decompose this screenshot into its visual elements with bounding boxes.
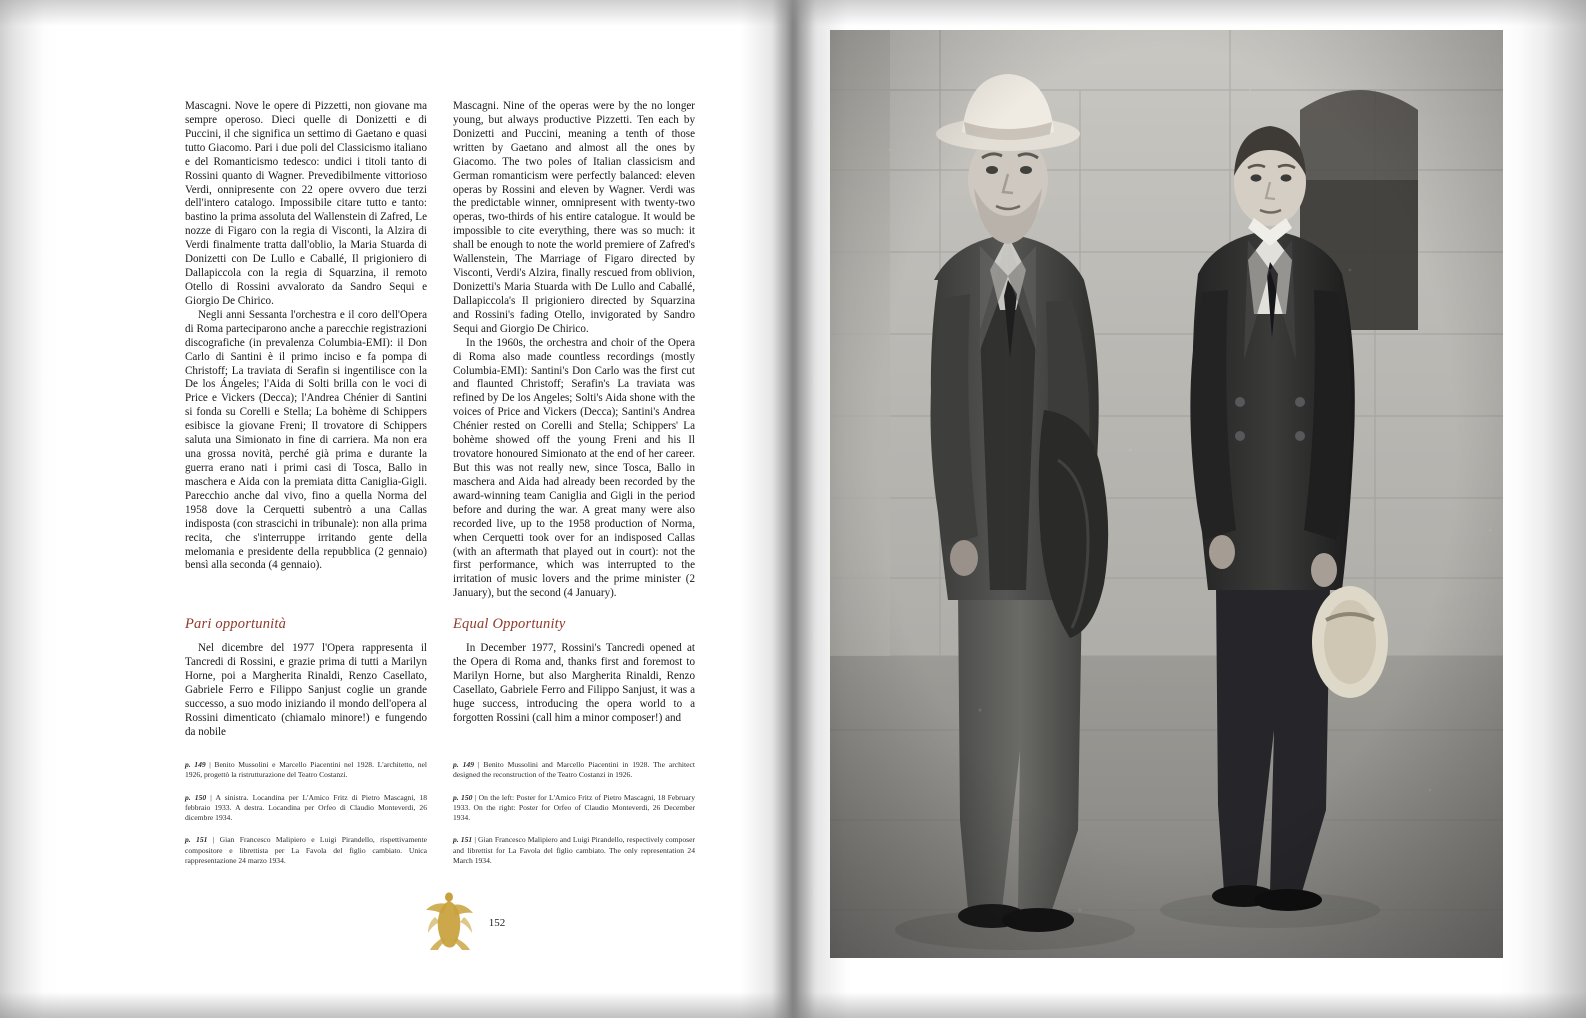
caption-separator: | bbox=[209, 760, 215, 769]
column-italian-2 bbox=[185, 642, 427, 739]
section-heading-english: Equal Opportunity bbox=[453, 616, 566, 632]
section-headings bbox=[185, 616, 695, 633]
paragraph-en-2: In the 1960s, the orchestra and choir of the Opera di Roma also made countless recordings (mostly Columbia-EMI): Santini's Don Carlo was the first cut and flaunted Christoff; Serafin's La traviata was refined by De los Angeles; Solti's Aida shone with the voices of Price and Vickers (Decca); Santini's Andrea Chénier rested on Corelli and Stella; Schippers' La bohème showed off the young Freni and his Il trovatore honoured Simionato at the end of her career. But this was not really new, since Tosca, Ballo in maschera and Aida had already been recorded by the award-winning team Caniglia and Gigli in the period before and during the war. A great many were also recorded live, up to the 1958 production of Norma, when Cerquetti took over for an indisposed Callas (with an aftermath that played out in court): not the first performance, which was interrupted to the irritation of music lovers and the prime minister (2 January), but the second (4 January). bbox=[453, 336, 695, 600]
paragraph-en-3: In December 1977, Rossini's Tancredi opened at the Opera di Roma and, thanks first and foremost to Marilyn Horne, but also Margherita Rinaldi, Renzo Casellato, Gabriele Ferro and Filippo Sanjust, it was a huge success, introducing the opera world to a forgotten Rossini (call him a minor composer!) and bbox=[453, 642, 695, 724]
column-italian bbox=[185, 100, 427, 601]
caption-text: Gian Francesco Malipiero and Luigi Pirandello, respectively composer and librettist for La Favola del figlio cambiato. The only representation 24 March 1934. bbox=[453, 835, 696, 865]
caption-separator: | bbox=[474, 792, 479, 802]
page-folio bbox=[415, 888, 535, 929]
paragraph-en-1: Mascagni. Nine of the operas were by the no longer young, but always productive Pizzetti. Ten each by Donizetti and Puccini, meaning a tenth of those written by Gaetano and almost all the ones by Giacomo. The two poles of Italian classicism and German romanticism were perfectly balanced: eleven operas by Rossini and eleven by Wagner. Verdi was the predictable winner, omnipresent with twenty-two operas, two-thirds of his entire catalogue. It would be impossible to cite everything, there was so much: it shall be enough to note the world premiere of Zafred's Wallenstein, The Marriage of Figaro directed by Visconti, Verdi's Alzira, finally rescued from oblivion, Donizetti's Maria Stuarda with De Lullo and Caballé, Dallapiccola's Il prigioniero directed by Squarzina and Rossini's fading Otello, invigorated by Sandro Sequi and Giorgio De Chirico. bbox=[453, 100, 695, 335]
main-text-columns bbox=[185, 100, 695, 601]
caption-item bbox=[453, 793, 695, 824]
left-page bbox=[60, 8, 750, 1010]
section-text-columns bbox=[185, 642, 695, 739]
caption-text: Benito Mussolini e Marcello Piacentini nel 1928. L'architetto, nel 1926, progettò la ristrutturazione del Teatro Costanzi. bbox=[185, 760, 428, 780]
caption-text: Benito Mussolini and Marcello Piacentini in 1928. The architect designed the reconstruction of the Teatro Costanzi in 1926. bbox=[453, 760, 696, 780]
captions-block bbox=[185, 760, 695, 878]
caption-page-ref: p. 149 bbox=[453, 760, 475, 769]
paragraph-it-1: Mascagni. Nove le opere di Pizzetti, non giovane ma sempre operoso. Dieci quelle di Donizetti e di Puccini, il che significa un settimo di Gaetano e quasi tutto Giacomo. Pari i due poli del Classicismo italiano e del Romanticismo tedesco: undici i titoli tanto di Rossini quanto di Wagner. Prevedibilmente vittorioso Verdi, onnipresente con 22 opere ovvero due terzi dell'intero catalogo. Impossibile citare tutto e tanto: bastino la prima assoluta del Wallenstein di Zafred, Le nozze di Figaro con la regia di Visconti, la Alzira di Verdi finalmente tratta dall'oblio, la Maria Stuarda di Donizetti con De Lullo e Caballé, Il prigioniero di Dallapiccola con la regia di Squarzina, il remoto Otello di Rossini avvalorato da Sandro Sequi e Giorgio De Chirico. bbox=[185, 100, 427, 307]
folio-number: 152 bbox=[488, 917, 506, 929]
caption-separator: | bbox=[212, 835, 220, 845]
caption-item bbox=[185, 760, 427, 781]
caption-page-ref: p. 150 bbox=[185, 792, 207, 802]
caption-separator: | bbox=[474, 835, 478, 845]
captions-english bbox=[453, 760, 695, 878]
paragraph-it-2: Negli anni Sessanta l'orchestra e il coro dell'Opera di Roma parteciparono anche a parecchie registrazioni discografiche (in prevalenza Columbia-EMI): il Don Carlo di Santini è il primo inciso e fa pompa di Christoff; La traviata di Serafin si ingentilisce con la De los Ángeles; l'Aida di Solti brilla con le voci di Price e Vickers (Decca); l'Andrea Chénier di Santini si fonda su Corelli e Stella; La bohème di Schippers esibisce la giovane Freni; Il trovatore di Schippers saluta una Simionato in fine di carriera. Ma non era una grossa novità, perché già prima e durante la guerra erano nati i primi casi di Tosca, Ballo in maschera e Aida con la premiata ditta Caniglia-Gigli. Parecchio anche dal vivo, fino a quella Norma del 1958 dove la Cerquetti subentrò a una Callas indisposta (con strascichi in tribunale): non alla prima recita, che s'interruppe irritando gente della melomania e presidente della repubblica (2 gennaio) bensì alla seconda (4 gennaio). bbox=[185, 308, 427, 572]
caption-item bbox=[185, 793, 427, 824]
caption-item bbox=[453, 835, 695, 866]
photo-description bbox=[846, 8, 847, 9]
caption-page-ref: p. 149 bbox=[185, 760, 206, 769]
caption-separator: | bbox=[477, 760, 484, 769]
column-english-2 bbox=[453, 642, 695, 739]
caption-page-ref: p. 151 bbox=[185, 835, 208, 845]
caption-text: A sinistra. Locandina per L'Amico Fritz di Pietro Mascagni, 18 febbraio 1933. A destra. Locandina per Orfeo di Claudio Monteverdi, 26 dicembre 1934. bbox=[185, 792, 428, 822]
column-english bbox=[453, 100, 695, 601]
caption-page-ref: p. 150 bbox=[453, 792, 473, 802]
paragraph-it-3: Nel dicembre del 1977 l'Opera rappresenta il Tancredi di Rossini, e grazie prima di tutti a Marilyn Horne, poi a Margherita Rinaldi, Renzo Casellato, Gabriele Ferro e Filippo Sanjust coglie un grande successo, a suo modo iniziando il mondo dell'opera al Rossini dimenticato (chiamalo minore!) e fungendo da nobile bbox=[185, 642, 427, 738]
black-and-white-photograph-two-men-standing bbox=[830, 30, 1503, 958]
captions-italian bbox=[185, 760, 427, 878]
caption-separator: | bbox=[210, 792, 216, 802]
caption-text: On the left: Poster for L'Amico Fritz of Pietro Mascagni, 18 February 1933. On the right: Poster for Orfeo of Claudio Monteverdi, 26 December 1934. bbox=[453, 792, 696, 822]
caption-text: Gian Francesco Malipiero e Luigi Pirandello, rispettivamente compositore e librettista per La Favola del figlio cambiato. Unica rappresentazione 24 marzo 1934. bbox=[185, 835, 427, 865]
caption-item bbox=[453, 760, 695, 781]
caption-item bbox=[185, 835, 427, 866]
section-heading-italian: Pari opportunità bbox=[185, 616, 287, 632]
caption-page-ref: p. 151 bbox=[453, 835, 473, 845]
right-page bbox=[846, 8, 1546, 1010]
